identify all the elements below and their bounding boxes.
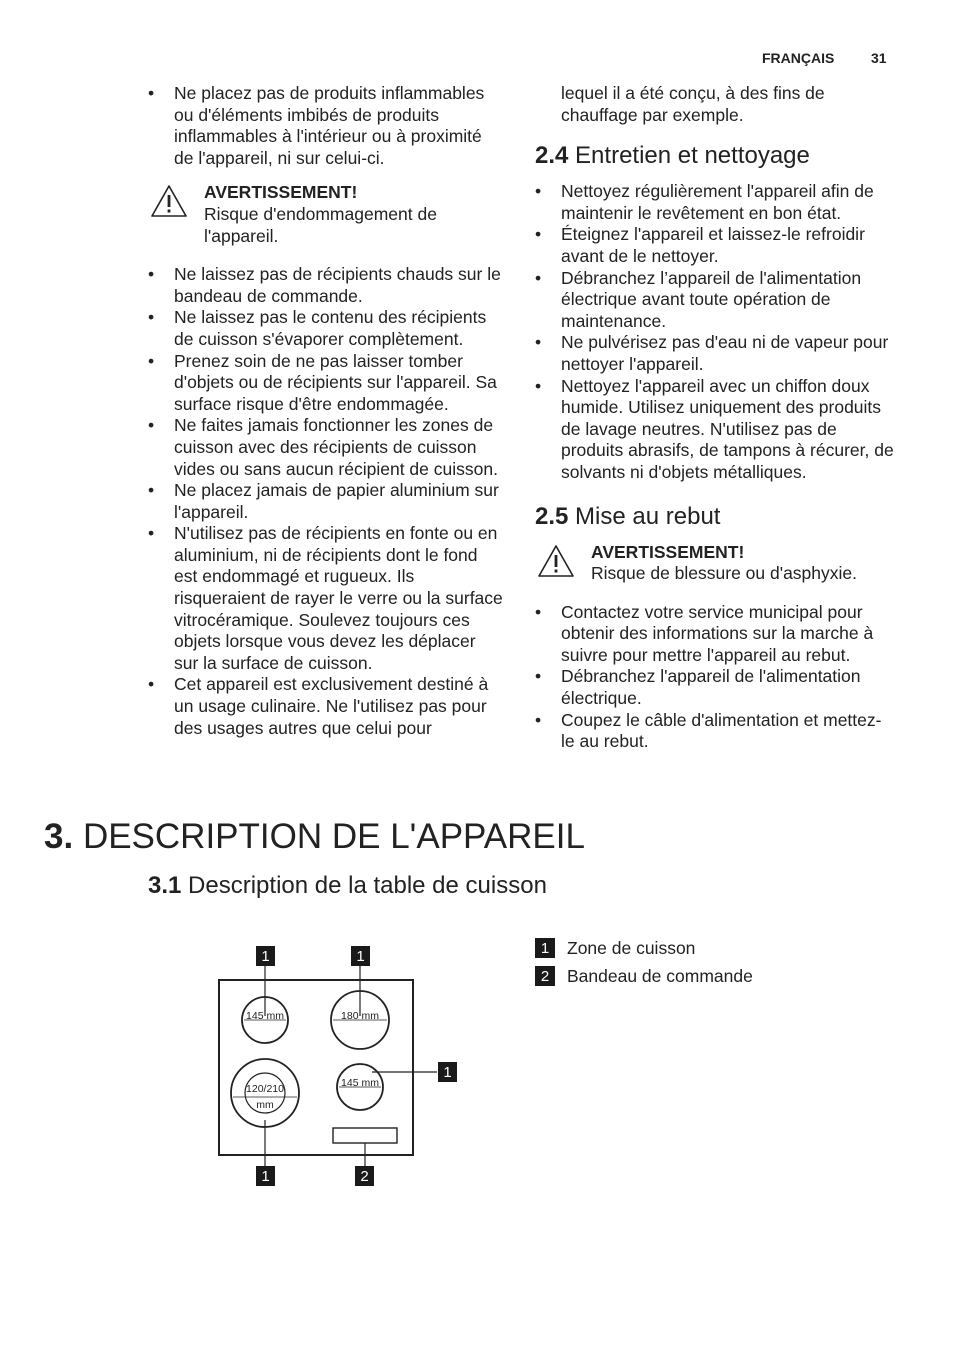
hob-surface-outline	[219, 980, 413, 1155]
zone-size-label: 145 mm	[341, 1077, 379, 1089]
section-number: 2.4	[535, 142, 569, 170]
section-title: Entretien et nettoyage	[575, 142, 810, 170]
warning-block	[148, 182, 503, 247]
list-item: • Coupez le câble d'alimentation et mettez-le au rebut.	[535, 710, 895, 753]
list-item: • Nettoyez régulièrement l'appareil afin de maintenir le revêtement en bon état.	[535, 181, 895, 224]
callout-number: 1	[261, 1168, 270, 1185]
callout-badge	[438, 1062, 457, 1082]
section-heading-3-1	[148, 871, 547, 901]
chapter-number: 3.	[44, 817, 74, 856]
hob-diagram	[210, 940, 470, 1190]
list-item: • Contactez votre service municipal pour obtenir des informations sur la marche à suivre pour mettre l'appareil au rebut.	[535, 602, 895, 667]
list-item: • Ne laissez pas le contenu des récipients de cuisson s'évaporer complètement.	[148, 307, 503, 350]
legend-label: Bandeau de commande	[567, 965, 753, 986]
legend-item	[535, 962, 753, 990]
diagram-legend	[535, 934, 753, 990]
list-item: • Éteignez l'appareil et laissez-le refroidir avant de le nettoyer.	[535, 224, 895, 267]
legend-label: Zone de cuisson	[567, 937, 696, 958]
section-title: Mise au rebut	[575, 502, 721, 530]
legend-item	[535, 934, 753, 962]
warning-triangle-icon	[537, 544, 575, 578]
list-item: • Ne pulvérisez pas d'eau ni de vapeur pour nettoyer l'appareil.	[535, 332, 895, 375]
list-item: • Nettoyez l'appareil avec un chiffon doux humide. Utilisez uniquement des produits de lavage neutres. N'utilisez pas de produits abrasifs, de tampons à récurer, de solvants ni d'objets métalliques.	[535, 376, 895, 484]
callout-badge	[351, 946, 370, 966]
zone-size-label-unit: mm	[256, 1099, 274, 1111]
callout-number: 1	[261, 948, 270, 965]
control-panel	[333, 1128, 397, 1143]
section-heading-2-4	[535, 141, 895, 171]
page-number: 31	[871, 50, 887, 66]
zone-size-label: 180 mm	[341, 1010, 379, 1022]
warning-text: Risque de blessure ou d'asphyxie.	[591, 563, 858, 584]
callout-number: 1	[443, 1064, 452, 1081]
callout-number: 2	[360, 1168, 369, 1185]
chapter-title: DESCRIPTION DE L'APPAREIL	[82, 817, 585, 856]
list-item: • Ne faites jamais fonctionner les zones de cuisson avec des récipients de cuisson vides ou sans aucun récipient de cuisson.	[148, 415, 503, 480]
callout-badge	[256, 1166, 275, 1186]
header-language: FRANÇAIS	[762, 50, 835, 66]
warning-block	[535, 542, 895, 585]
bullet-list	[535, 181, 895, 483]
list-item: • N'utilisez pas de récipients en fonte ou en aluminium, ni de récipients dont le fond est endommagé et rugueux. Ils risqueraient de rayer le verre ou la surface vitrocéramique. Soulevez toujours ces objets lorsque vous devez les déplacer sur la surface de cuisson.	[148, 523, 503, 674]
section-number: 2.5	[535, 502, 569, 530]
section-heading-2-5	[535, 502, 895, 532]
warning-title: AVERTISSEMENT!	[591, 541, 745, 562]
legend-number: 1	[535, 938, 555, 958]
warning-triangle-icon	[150, 184, 188, 218]
chapter-heading	[44, 815, 585, 859]
callout-badge	[355, 1166, 374, 1186]
cooking-zone-bottom-left	[231, 1059, 299, 1127]
list-item: • Ne placez pas de produits inflammables ou d'éléments imbibés de produits inflammables à l'intérieur ou à proximité de l'appareil, ni sur celui-ci.	[148, 83, 503, 169]
section-title: Description de la table de cuisson	[188, 872, 547, 899]
list-item: • Cet appareil est exclusivement destiné à un usage culinaire. Ne l'utilisez pas pour des usages autres que celui pour	[148, 674, 503, 739]
zone-size-label: 120/210	[246, 1083, 284, 1095]
continuation-text: lequel il a été conçu, à des fins de chauffage par exemple.	[561, 83, 825, 125]
bullet-list	[535, 602, 895, 753]
right-column	[535, 83, 895, 753]
bullet-list	[148, 264, 503, 739]
left-column	[148, 83, 503, 739]
cooking-zone-bottom-right	[337, 1064, 383, 1110]
legend-number: 2	[535, 966, 555, 986]
list-item: • Débranchez l’appareil de l'alimentation électrique avant toute opération de maintenance.	[535, 268, 895, 333]
section-number: 3.1	[148, 872, 182, 899]
bullet-list-top	[148, 83, 503, 169]
warning-title: AVERTISSEMENT!	[204, 182, 358, 203]
warning-text: Risque d'endommagement de l'appareil.	[204, 203, 437, 246]
callout-number: 1	[356, 948, 365, 965]
list-item: • Ne laissez pas de récipients chauds sur le bandeau de commande.	[148, 264, 503, 307]
zone-size-label: 145 mm	[246, 1010, 284, 1022]
list-item: • Débranchez l'appareil de l'alimentation électrique.	[535, 666, 895, 709]
list-item: • Prenez soin de ne pas laisser tomber d'objets ou de récipients sur l'appareil. Sa surface risque d'être endommagée.	[148, 351, 503, 416]
callout-badge	[256, 946, 275, 966]
list-item: • Ne placez jamais de papier aluminium sur l'appareil.	[148, 480, 503, 523]
